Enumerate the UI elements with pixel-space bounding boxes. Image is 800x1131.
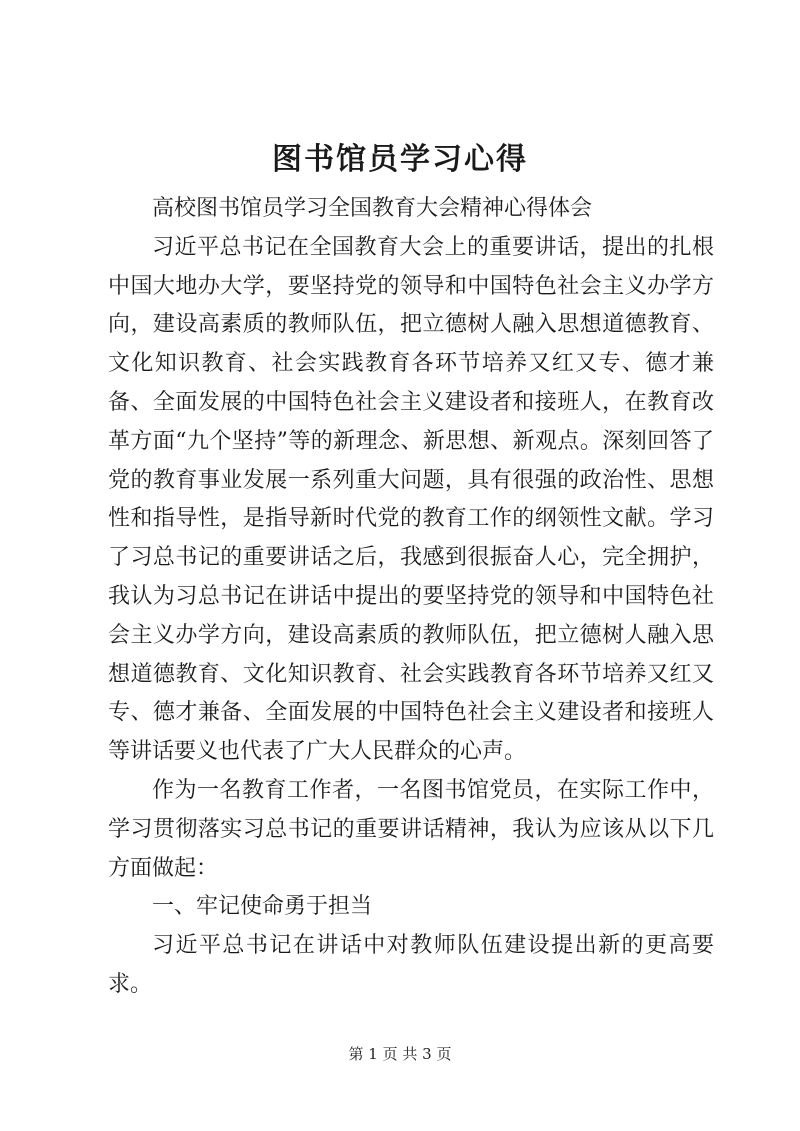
body-paragraph: 习近平总书记在讲话中对教师队伍建设提出新的更高要求。 — [108, 933, 714, 997]
page-number-footer: 第 1 页 共 3 页 — [348, 1045, 452, 1063]
subtitle-paragraph: 高校图书馆员学习全国教育大会精神心得体会 — [152, 196, 593, 221]
body-paragraph: 作为一名教育工作者，一名图书馆党员，在实际工作中，学习贯彻落实习总书记的重要讲话精神，我认为应该从以下几方面做起： — [108, 777, 714, 881]
document-title: 图书馆员学习心得 — [272, 142, 528, 177]
body-paragraph: 习近平总书记在全国教育大会上的重要讲话，提出的扎根中国大地办大学，要坚持党的领导和中国特色社会主义办学方向，建设高素质的教师队伍，把立德树人融入思想道德教育、文化知识教育、社会实践教育各环节培养又红又专、德才兼备、全面发展的中国特色社会主义建设者和接班人，在教育改革方面“九个坚持”等的新理念、新思想、新观点。深刻回答了党的教育事业发展一系列重大问题，具有很强的政治性、思想性和指导性，是指导新时代党的教育工作的纲领性文献。学习了习总书记的重要讲话之后，我感到很振奋人心，完全拥护，我认为习总书记在讲话中提出的要坚持党的领导和中国特色社会主义办学方向，建设高素质的教师队伍，把立德树人融入思想道德教育、文化知识教育、社会实践教育各环节培养又红又专、德才兼备、全面发展的中国特色社会主义建设者和接班人等讲话要义也代表了广大人民群众的心声。 — [108, 234, 714, 765]
document-body — [108, 190, 714, 1005]
section-heading: 一、牢记使命勇于担当 — [152, 894, 373, 920]
